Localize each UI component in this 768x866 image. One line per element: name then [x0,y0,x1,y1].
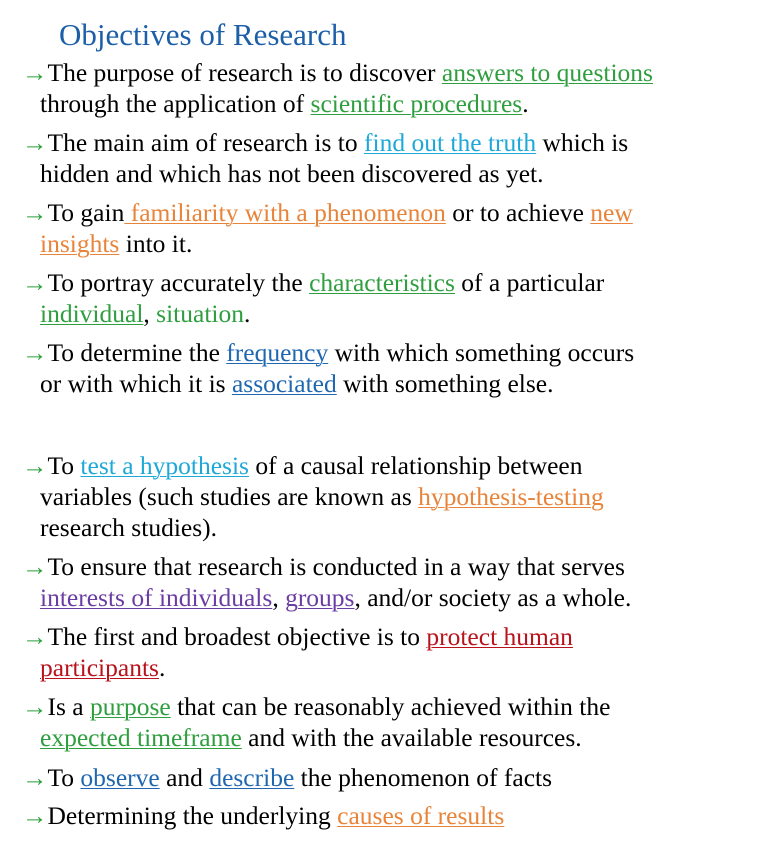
highlighted-term-link[interactable]: interests of individuals [40,583,273,612]
objective-line [22,158,762,189]
highlighted-term: situation [156,299,245,328]
objective-item [22,57,762,119]
objective-item [22,450,762,543]
arrow-icon: → [22,801,48,830]
highlighted-term-link[interactable]: protect human [426,622,573,651]
text-segment: The purpose of research is to discover [47,58,442,87]
objective-item [22,691,762,753]
objective-line [22,127,762,158]
text-segment: The first and broadest objective is to [47,622,427,651]
objective-line [22,368,762,399]
text-segment: with which something occurs [328,338,635,367]
text-segment: , [272,583,286,612]
objective-line [22,298,762,329]
arrow-icon: → [22,58,48,87]
text-segment: variables (such studies are known as [40,482,419,511]
text-segment: through the application of [40,89,311,118]
arrow-icon: → [22,128,48,157]
text-segment: Determining the underlying [47,801,338,830]
highlighted-term-link[interactable]: participants [40,653,159,682]
highlighted-term-link[interactable]: causes of results [337,801,505,830]
objective-line [22,88,762,119]
text-segment: Is a [47,692,90,721]
text-segment: with something else. [336,369,554,398]
arrow-icon: → [22,552,48,581]
objective-line [22,652,762,683]
text-segment: the phenomenon of facts [294,763,553,792]
arrow-icon: → [22,692,48,721]
slide-title: Objectives of Research [59,17,347,52]
text-segment: into it. [119,229,193,258]
text-segment: . [158,653,166,682]
objective-line [22,197,762,228]
objective-item [22,762,762,793]
highlighted-term-link[interactable]: scientific procedures [310,89,523,118]
arrow-icon: → [22,198,48,227]
highlighted-term-link[interactable]: frequency [226,338,329,367]
objective-line [22,551,762,582]
highlighted-term-link[interactable]: observe [80,763,160,792]
text-segment: . [244,299,251,328]
objective-line [22,722,762,753]
highlighted-term-link[interactable]: insights [40,229,120,258]
arrow-icon: → [22,763,48,792]
highlighted-term-link[interactable]: find out the truth [364,128,537,157]
text-segment: hidden and which has not been discovered as yet. [40,159,544,188]
text-segment: To ensure that research is conducted in a way that serves [47,552,625,581]
text-segment: To determine the [47,338,227,367]
objective-line [22,621,762,652]
text-segment: or to achieve [445,198,591,227]
highlighted-term-link[interactable]: hypothesis-testing [418,482,604,511]
highlighted-term-link[interactable]: describe [209,763,295,792]
objective-line [22,762,762,793]
arrow-icon: → [22,268,48,297]
highlighted-term-link[interactable]: characteristics [309,268,455,297]
objective-item [22,127,762,189]
highlighted-term-link[interactable]: individual [40,299,144,328]
arrow-icon: → [22,338,48,367]
objective-item [22,621,762,683]
highlighted-term-link[interactable]: groups [285,583,355,612]
text-segment: of a causal relationship between [249,451,583,480]
highlighted-term-link[interactable]: answers to questions [441,58,653,87]
highlighted-term-link[interactable]: expected timeframe [40,723,242,752]
objective-line [22,337,762,368]
objective-item [22,197,762,259]
objective-line [22,228,762,259]
highlighted-term-link[interactable]: test a hypothesis [80,451,249,480]
objective-line [22,582,762,613]
text-segment: To [47,451,81,480]
objective-item [22,267,762,329]
text-segment: To gain [47,198,125,227]
text-segment: that can be reasonably achieved within the [170,692,611,721]
objective-line [22,481,762,512]
objective-line [22,512,762,543]
objective-line [22,800,762,831]
text-segment: and with the available resources. [241,723,582,752]
text-segment: To portray accurately the [47,268,310,297]
objective-line [22,450,762,481]
text-segment: . [522,89,529,118]
text-segment: To [47,763,81,792]
text-segment: The main aim of research is to [47,128,365,157]
text-segment: or with which it is [40,369,232,398]
text-segment: research studies). [40,513,218,542]
text-segment: , [143,299,157,328]
highlighted-term-link[interactable]: associated [231,369,337,398]
objective-line [22,267,762,298]
text-segment: which is [536,128,629,157]
text-segment: and [159,763,210,792]
highlighted-term-link[interactable]: familiarity with a phenomenon [124,198,446,227]
text-segment: , and/or society as a whole. [354,583,632,612]
text-segment: of a particular [454,268,605,297]
arrow-icon: → [22,451,48,480]
objective-line [22,691,762,722]
objective-item [22,800,762,831]
highlighted-term-link[interactable]: purpose [89,692,171,721]
objective-item [22,337,762,399]
objective-item [22,551,762,613]
objective-line [22,57,762,88]
arrow-icon: → [22,622,48,651]
highlighted-term-link[interactable]: new [590,198,633,227]
